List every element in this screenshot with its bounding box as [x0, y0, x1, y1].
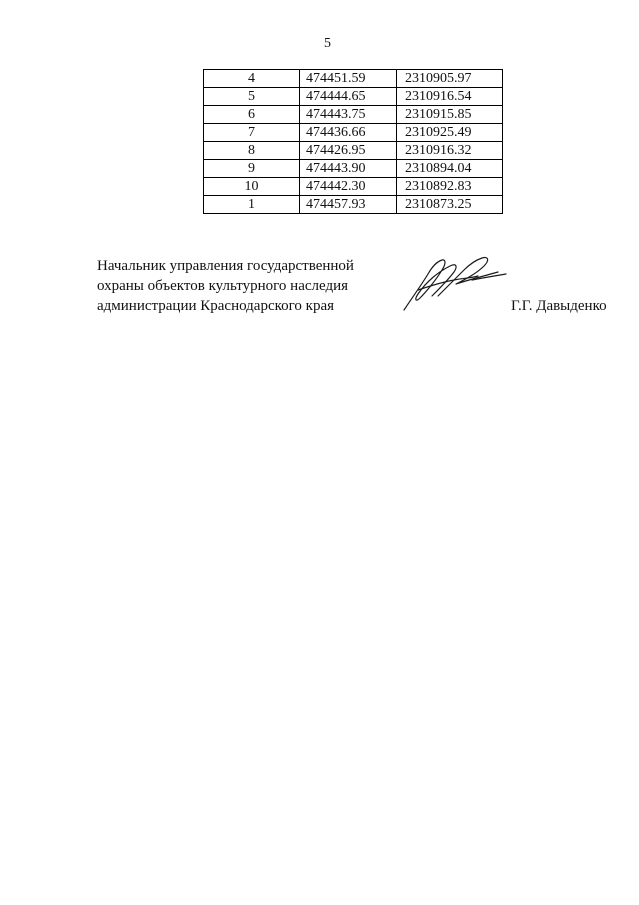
y-coordinate-cell: 2310916.32 — [397, 142, 503, 160]
point-number-cell: 4 — [204, 70, 300, 88]
table-row — [204, 196, 503, 214]
point-number-cell: 8 — [204, 142, 300, 160]
table-row — [204, 178, 503, 196]
table-row — [204, 160, 503, 178]
point-number-cell: 7 — [204, 124, 300, 142]
point-number-cell: 1 — [204, 196, 300, 214]
x-coordinate-cell: 474443.90 — [300, 160, 397, 178]
x-coordinate-cell: 474436.66 — [300, 124, 397, 142]
y-coordinate-cell: 2310894.04 — [397, 160, 503, 178]
table-row — [204, 70, 503, 88]
y-coordinate-cell: 2310925.49 — [397, 124, 503, 142]
y-coordinate-cell: 2310905.97 — [397, 70, 503, 88]
position-line: Начальник управления государственной — [97, 258, 354, 274]
table-row — [204, 88, 503, 106]
position-line: администрации Краснодарского края — [97, 298, 335, 314]
table-row — [204, 124, 503, 142]
y-coordinate-cell: 2310892.83 — [397, 178, 503, 196]
table-row — [204, 142, 503, 160]
x-coordinate-cell: 474442.30 — [300, 178, 397, 196]
table-row — [204, 106, 503, 124]
y-coordinate-cell: 2310915.85 — [397, 106, 503, 124]
point-number-cell: 5 — [204, 88, 300, 106]
page-number: 5 — [324, 36, 331, 51]
handwritten-signature — [398, 250, 510, 312]
point-number-cell: 10 — [204, 178, 300, 196]
signatory-position — [97, 256, 354, 316]
coordinates-table — [203, 69, 503, 214]
x-coordinate-cell: 474426.95 — [300, 142, 397, 160]
point-number-cell: 9 — [204, 160, 300, 178]
y-coordinate-cell: 2310873.25 — [397, 196, 503, 214]
x-coordinate-cell: 474451.59 — [300, 70, 397, 88]
point-number-cell: 6 — [204, 106, 300, 124]
y-coordinate-cell: 2310916.54 — [397, 88, 503, 106]
x-coordinate-cell: 474444.65 — [300, 88, 397, 106]
position-line: охраны объектов культурного наследия — [97, 278, 349, 294]
x-coordinate-cell: 474443.75 — [300, 106, 397, 124]
signer-name: Г.Г. Давыденко — [511, 298, 607, 314]
x-coordinate-cell: 474457.93 — [300, 196, 397, 214]
